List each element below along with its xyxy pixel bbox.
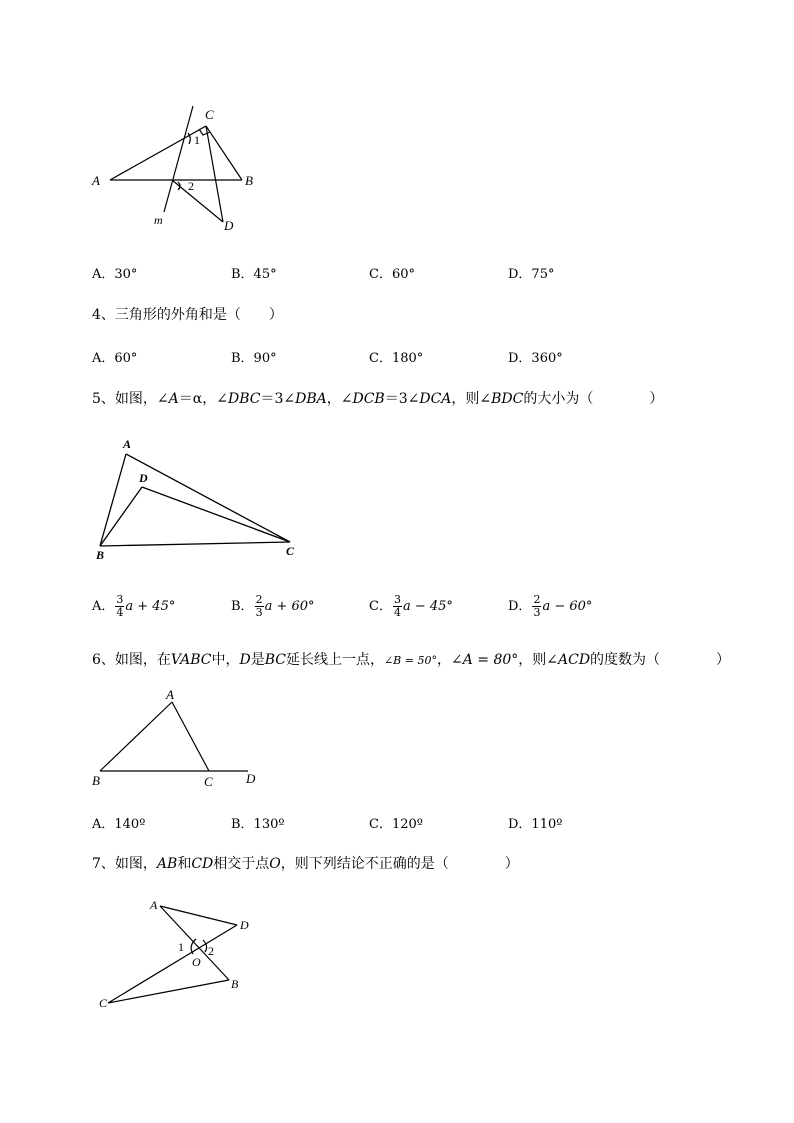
q7-figure <box>92 892 272 1017</box>
q5-option-a[interactable]: A． $\frac{3}{4}$ a + 45° <box>92 593 176 619</box>
q6-option-a[interactable]: A．140º <box>92 817 146 832</box>
q7-label-b: B <box>231 977 239 991</box>
q3-label-a: A <box>92 173 100 188</box>
q6-option-c[interactable]: C．120º <box>369 817 423 832</box>
q3-option-b[interactable]: B．45° <box>231 267 277 282</box>
q3-option-a[interactable]: A．30° <box>92 267 138 282</box>
q4-option-b[interactable]: B．90° <box>231 351 277 366</box>
q3-label-d: D <box>224 218 234 233</box>
q4-option-d[interactable]: D．360° <box>508 351 563 366</box>
q6-figure <box>88 684 278 794</box>
q5-label-d: D <box>139 471 148 485</box>
q5-figure <box>90 432 310 567</box>
q3-label-b: B <box>245 173 253 188</box>
q5-label-a: A <box>123 437 132 451</box>
q7-angle-1: 1 <box>178 940 184 954</box>
q7-label-a: A <box>150 898 158 912</box>
q3-option-d[interactable]: D．75° <box>508 267 555 282</box>
q6-label-b: B <box>92 773 100 788</box>
q5-label-b: B <box>96 548 105 562</box>
q4-option-a[interactable]: A．60° <box>92 351 138 366</box>
q7-stem: 7、如图，AB和CD相交于点O，则下列结论不正确的是（ ） <box>92 856 519 872</box>
q5-label-c: C <box>286 544 295 558</box>
q3-angle-2: 2 <box>188 179 194 193</box>
q6-label-c: C <box>204 774 213 789</box>
q5-option-d[interactable]: D． $\frac{2}{3}$ a − 60° <box>508 593 593 619</box>
q4-stem: 4、三角形的外角和是（ ） <box>92 307 283 323</box>
q3-option-c[interactable]: C．60° <box>369 267 415 282</box>
q4-option-c[interactable]: C．180° <box>369 351 424 366</box>
q3-figure <box>90 100 270 240</box>
q6-label-d: D <box>246 771 256 786</box>
q7-label-c: C <box>99 996 108 1010</box>
q6-option-d[interactable]: D．110º <box>508 817 563 832</box>
q5-option-b[interactable]: B． $\frac{2}{3}$ a + 60° <box>231 593 315 619</box>
q3-label-c: C <box>205 107 214 122</box>
q6-stem: 6、如图，在VABC中，D是BC延长线上一点，∠B = 50°，∠A = 80°，则∠ACD的度数为（ ） <box>92 652 731 668</box>
q6-label-a: A <box>166 687 174 702</box>
q5-stem: 5、如图，∠A＝α，∠DBC＝3∠DBA，∠DCB＝3∠DCA，则∠BDC的大小为（ ） <box>92 391 664 407</box>
q3-angle-1: 1 <box>194 133 200 147</box>
q6-option-b[interactable]: B．130º <box>231 817 285 832</box>
q5-option-c[interactable]: C． $\frac{3}{4}$ a − 45° <box>369 593 453 619</box>
q3-label-m: m <box>154 213 163 227</box>
q7-label-d: D <box>240 918 249 932</box>
q7-angle-2: 2 <box>208 944 214 958</box>
q7-label-o: O <box>192 955 201 969</box>
